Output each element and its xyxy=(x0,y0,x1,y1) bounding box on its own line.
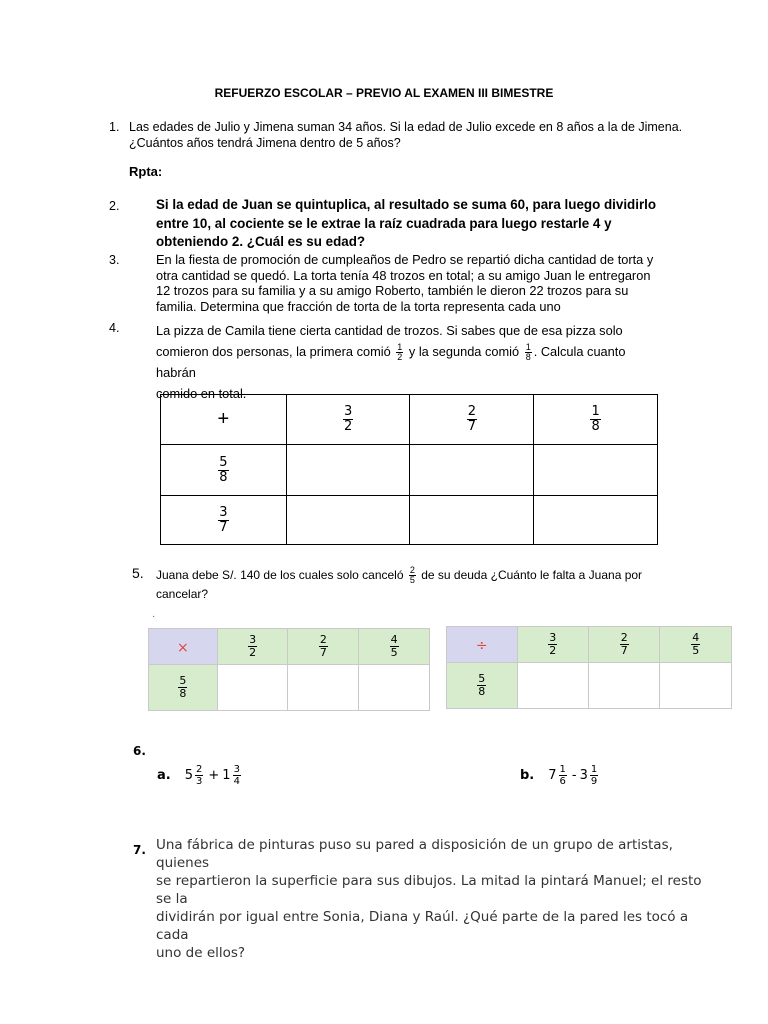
multiplication-table xyxy=(148,628,430,711)
q7-line1: Una fábrica de pinturas puso su pared a disposición de un grupo de artistas, quienes xyxy=(156,837,673,871)
q1-text xyxy=(129,120,749,151)
addition-row-header: $\frac{5}{8}$ xyxy=(161,445,287,496)
q4-line3: comido en total. xyxy=(156,386,247,402)
q3-line2: otra cantidad se quedó. La torta tenía 48 trozos en total; a su amigo Juan le entregaron xyxy=(156,267,651,283)
addition-answer-cell[interactable] xyxy=(286,445,410,496)
q4-text xyxy=(156,320,661,404)
q7-number: 7. xyxy=(133,843,146,857)
q6a-fraction-2: $\frac{3}{4}$ xyxy=(233,764,240,787)
addition-col-header: $\frac{1}{8}$ xyxy=(534,395,658,445)
q6-item-a xyxy=(157,764,243,787)
q5-line1-part-a: Juana debe S/. 140 de los cuales solo canceló xyxy=(156,568,404,582)
q5-dot: · xyxy=(152,611,156,622)
q5-line1 xyxy=(156,566,676,585)
q1-answer-label: Rpta: xyxy=(129,164,163,179)
q6a-whole-2: 1 xyxy=(222,768,231,783)
q1-number: 1. xyxy=(109,120,120,134)
division-answer-cell[interactable] xyxy=(517,663,588,709)
q4-line2 xyxy=(156,341,661,383)
q4-number: 4. xyxy=(109,321,120,335)
addition-answer-cell[interactable] xyxy=(534,496,658,545)
q6a-operator: + xyxy=(208,768,220,783)
q7-text xyxy=(156,836,716,962)
document-title: REFUERZO ESCOLAR – PREVIO AL EXAMEN III BIMESTRE xyxy=(214,86,554,100)
q6b-whole-1: 7 xyxy=(548,768,557,783)
multiplication-answer-cell[interactable] xyxy=(288,665,359,711)
q6b-label: b. xyxy=(520,768,535,783)
q3-line1: En la fiesta de promoción de cumpleaños de Pedro se repartió dicha cantidad de torta y xyxy=(156,252,654,267)
addition-col-header: $\frac{3}{2}$ xyxy=(286,395,410,445)
q5-text xyxy=(156,566,676,604)
q5-number: 5. xyxy=(132,565,144,581)
addition-answer-cell[interactable] xyxy=(286,496,410,545)
q3-number: 3. xyxy=(109,253,120,267)
multiplication-col-header: $\frac{3}{2}$ xyxy=(217,629,288,665)
multiplication-row-header: $\frac{5}{8}$ xyxy=(149,665,218,711)
q6b-whole-2: 3 xyxy=(579,768,588,783)
q4-line2-part-b: y la segunda comió xyxy=(408,344,520,359)
multiplication-operator: × xyxy=(149,629,218,665)
q6b-fraction-2: $\frac{1}{9}$ xyxy=(590,764,598,787)
division-col-header: $\frac{4}{5}$ xyxy=(660,627,732,663)
q4-fraction-second: $\frac{1}{8}$ xyxy=(525,342,531,363)
division-table xyxy=(446,626,732,709)
q3-line4: familia. Determina que fracción de torta de la torta representa cada uno xyxy=(156,298,561,314)
division-col-header: $\frac{2}{7}$ xyxy=(588,627,659,663)
q4-fraction-first: $\frac{1}{2}$ xyxy=(397,342,403,363)
q2-line1: Si la edad de Juan se quintuplica, al resultado se suma 60, para luego dividirlo xyxy=(156,197,657,212)
division-answer-cell[interactable] xyxy=(660,663,732,709)
q4-line2-part-a: comieron dos personas, la primera comió xyxy=(156,344,391,359)
division-answer-cell[interactable] xyxy=(588,663,659,709)
division-row-header: $\frac{5}{8}$ xyxy=(447,663,518,709)
q2-line3: obteniendo 2. ¿Cuál es su edad? xyxy=(156,234,366,249)
q6a-label: a. xyxy=(157,768,171,783)
q6b-fraction-1: $\frac{1}{6}$ xyxy=(559,764,566,787)
division-operator: ÷ xyxy=(447,627,518,663)
addition-table xyxy=(160,394,658,545)
q3-line3: 12 trozos para su familia y a su amigo Roberto, también le dieron 22 trozos para su xyxy=(156,283,629,298)
q5-fraction: $\frac{2}{5}$ xyxy=(409,565,415,586)
q4-line1: La pizza de Camila tiene cierta cantidad de trozos. Si sabes que de esa pizza solo xyxy=(156,323,623,338)
addition-col-header: $\frac{2}{7}$ xyxy=(410,395,534,445)
division-col-header: $\frac{3}{2}$ xyxy=(517,627,588,663)
multiplication-answer-cell[interactable] xyxy=(217,665,288,711)
addition-operator: + xyxy=(161,395,287,445)
q2-line2: entre 10, al cociente se le extrae la raíz cuadrada para luego restarle 4 y xyxy=(156,215,612,231)
q6-number: 6. xyxy=(133,744,146,758)
q6b-operator: - xyxy=(571,768,577,783)
q5-line1-part-b: de su deuda ¿Cuánto le falta a Juana por xyxy=(421,568,643,582)
q1-line2: ¿Cuántos años tendrá Jimena dentro de 5 años? xyxy=(129,135,401,150)
q6-item-b xyxy=(520,764,600,787)
q7-line3: dividirán por igual entre Sonia, Diana y Raúl. ¿Qué parte de la pared les tocó a cada xyxy=(156,909,689,943)
q7-line2: se repartieron la superficie para sus dibujos. La mitad la pintará Manuel; el resto se la xyxy=(156,873,702,907)
q6a-fraction-1: $\frac{2}{3}$ xyxy=(196,764,203,787)
q6a-whole-1: 5 xyxy=(184,768,193,783)
q2-number: 2. xyxy=(109,199,120,213)
q7-line4: uno de ellos? xyxy=(156,945,246,961)
multiplication-col-header: $\frac{4}{5}$ xyxy=(359,629,430,665)
q1-line1: Las edades de Julio y Jimena suman 34 años. Si la edad de Julio excede en 8 años a la de Jimena. xyxy=(129,120,683,134)
multiplication-col-header: $\frac{2}{7}$ xyxy=(288,629,359,665)
addition-row-header: $\frac{3}{7}$ xyxy=(161,496,287,545)
q5-line2: cancelar? xyxy=(156,587,209,602)
q2-text xyxy=(156,196,676,252)
q3-text xyxy=(156,252,676,314)
q4-line2-part-c: . Calcula cuanto habrán xyxy=(156,344,626,381)
multiplication-answer-cell[interactable] xyxy=(359,665,430,711)
addition-answer-cell[interactable] xyxy=(410,445,534,496)
addition-answer-cell[interactable] xyxy=(410,496,534,545)
addition-answer-cell[interactable] xyxy=(534,445,658,496)
